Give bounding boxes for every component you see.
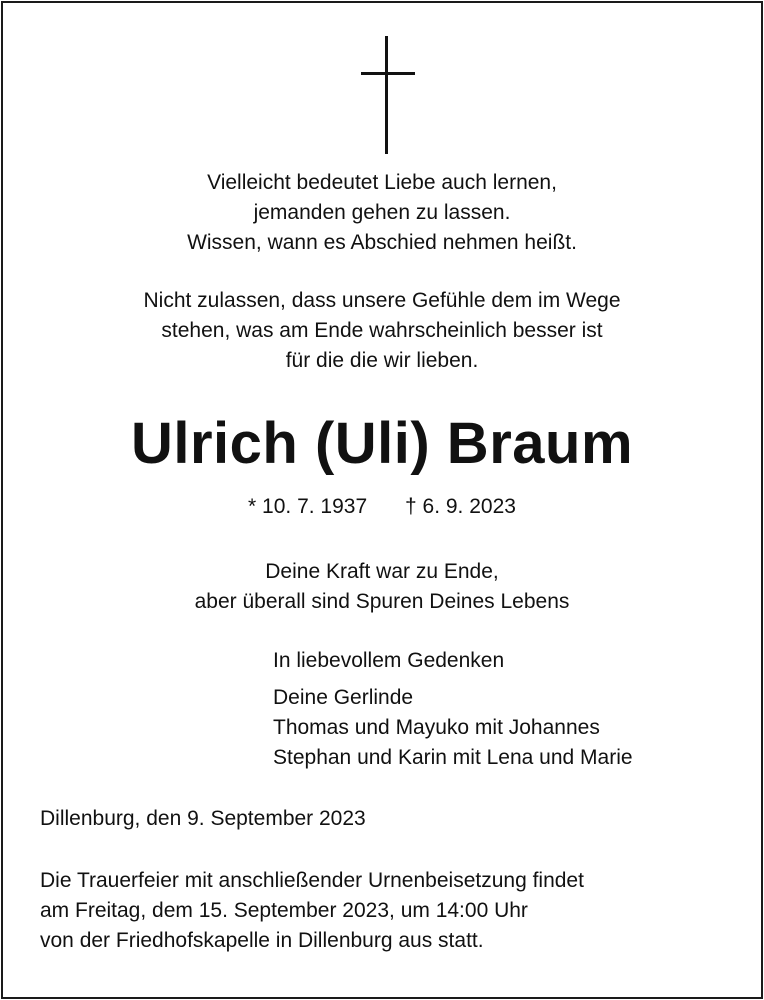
mourner-name: Thomas und Mayuko mit Johannes (273, 716, 600, 739)
mourner-name: Deine Gerlinde (273, 686, 414, 709)
verse-1-line: Vielleicht bedeutet Liebe auch lernen, (207, 171, 557, 194)
tribute-text (0, 557, 764, 617)
ceremony-line: am Freitag, dem 15. September 2023, um 14:00 Uhr (40, 899, 528, 922)
ceremony-line: von der Friedhofskapelle in Dillenburg aus statt. (40, 929, 484, 952)
verse-2 (0, 286, 764, 376)
tribute-line: Deine Kraft war zu Ende, (265, 560, 499, 583)
verse-1-line: Wissen, wann es Abschied nehmen heißt. (187, 231, 577, 254)
verse-1 (0, 168, 764, 258)
mourner-name: Stephan und Karin mit Lena und Marie (273, 746, 633, 769)
tribute-line: aber überall sind Spuren Deines Lebens (194, 590, 570, 613)
verse-1-line: jemanden gehen zu lassen. (253, 201, 511, 224)
life-dates (0, 492, 764, 522)
death-date: † 6. 9. 2023 (405, 495, 516, 518)
verse-2-line: stehen, was am Ende wahrscheinlich besser ist (161, 319, 603, 342)
place-date: Dillenburg, den 9. September 2023 (40, 807, 366, 830)
verse-2-line: für die die wir lieben. (285, 349, 479, 372)
mourners-intro: In liebevollem Gedenken (273, 649, 505, 672)
verse-2-line: Nicht zulassen, dass unsere Gefühle dem im Wege (143, 289, 621, 312)
ceremony-line: Die Trauerfeier mit anschließender Urnenbeisetzung findet (40, 869, 584, 892)
mourners-block (273, 646, 633, 773)
ceremony-notice (40, 866, 584, 956)
birth-date: * 10. 7. 1937 (248, 495, 368, 518)
cross-icon (361, 36, 415, 154)
deceased-name: Ulrich (Uli) Braum (130, 411, 634, 476)
